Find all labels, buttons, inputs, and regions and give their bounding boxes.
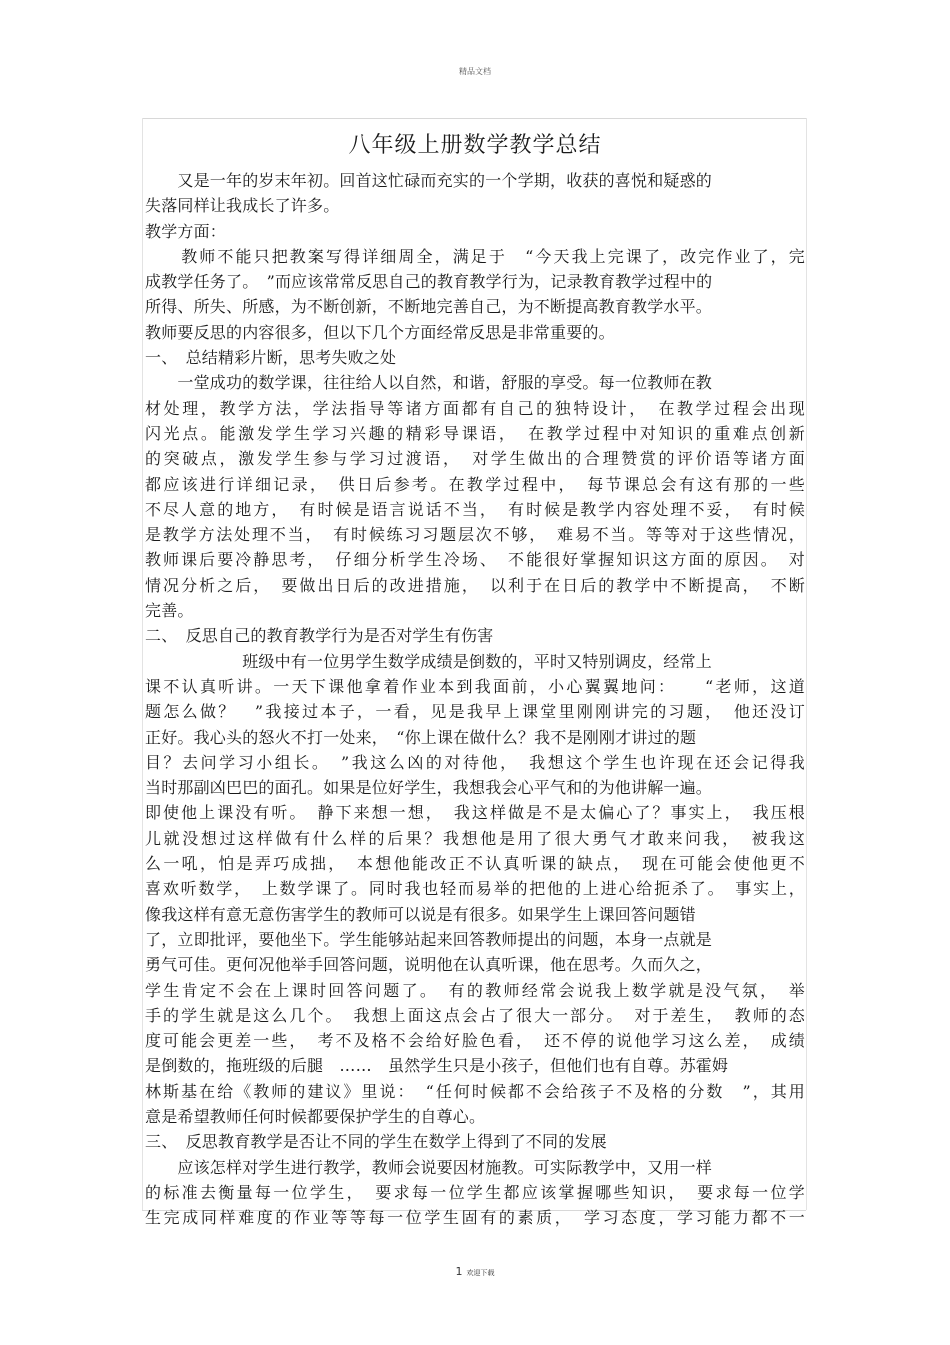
page-footer — [0, 1260, 950, 1279]
text-line: 目？去问学习小组长。 ”我这么凶的对待他， 我想这个学生也许现在还会记得我 — [145, 752, 805, 772]
text-line: 当时那副凶巴巴的面孔。如果是位好学生，我想我会心平气和的为他讲解一遍。 — [145, 778, 713, 798]
text-line: 完善。 — [145, 601, 194, 621]
text-line: 像我这样有意无意伤害学生的教师可以说是有很多。如果学生上课回答问题错 — [145, 904, 696, 924]
document-title: 八年级上册数学教学总结 — [348, 133, 602, 158]
footer-text: 欢迎下载 — [466, 1269, 495, 1277]
text-line: 二、 反思自己的教育教学行为是否对学生有伤害 — [145, 626, 494, 646]
text-line: 勇气可佳。更何况他举手回答问题，说明他在认真听课，他在思考。久而久之， — [145, 955, 713, 975]
text-line: 应该怎样对学生进行教学，教师会说要因材施教。可实际教学中，又用一样 — [145, 1157, 713, 1177]
text-line: 一堂成功的数学课，往往给人以自然，和谐，舒服的享受。每一位教师在教 — [145, 373, 713, 393]
text-line: 所得、所失、所感，为不断创新，不断地完善自己，为不断提高教育教学水平。 — [145, 297, 713, 317]
text-line: 正好。我心头的怒火不打一处来， “你上课在做什么？我不是刚刚才讲过的题 — [145, 727, 697, 747]
text-line: 生完成同样难度的作业等等每一位学生固有的素质， 学习态度，学习能力都不一 — [145, 1208, 805, 1228]
text-line: 手的学生就是这么几个。 我想上面这点会占了很大一部分。 对于差生， 教师的态 — [145, 1005, 805, 1025]
page-frame-top — [142, 118, 806, 119]
text-line: 即使他上课没有听。 静下来想一想， 我这样做是不是太偏心了？事实上， 我压根 — [145, 803, 805, 823]
text-line: 成教学任务了。 ”而应该常常反思自己的教育教学行为，记录教育教学过程中的 — [145, 272, 713, 292]
text-line: 都应该进行详细记录， 供日后参考。在教学过程中， 每节课总会有这有那的一些 — [145, 474, 805, 494]
text-line: 的突破点，激发学生参与学习过渡语， 对学生做出的合理赞赏的评价语等诸方面 — [145, 449, 805, 469]
header-note: 精品文档 — [459, 67, 491, 76]
document-body — [145, 168, 805, 1230]
text-line: 三、 反思教育教学是否让不同的学生在数学上得到了不同的发展 — [145, 1132, 607, 1152]
page-frame-left — [142, 118, 143, 1210]
text-line: 学生肯定不会在上课时回答问题了。 有的教师经常会说我上数学就是没气氛， 举 — [145, 980, 805, 1000]
text-line: 教师要反思的内容很多，但以下几个方面经常反思是非常重要的。 — [145, 322, 615, 342]
text-line: 教师课后要冷静思考， 仔细分析学生冷场、 不能很好掌握知识这方面的原因。 对 — [145, 550, 805, 570]
text-line: 是教学方法处理不当， 有时候练习习题层次不够， 难易不当。等等对于这些情况， — [145, 525, 805, 545]
text-line: 题怎么做？ ”我接过本子，一看，见是我早上课堂里刚刚讲完的习题， 他还没订 — [145, 702, 805, 722]
text-line: 儿就没想过这样做有什么样的后果？我想他是用了很大勇气才敢来问我， 被我这 — [145, 828, 805, 848]
text-line: 喜欢听数学， 上数学课了。同时我也轻而易举的把他的上进心给扼杀了。 事实上， — [145, 879, 805, 899]
text-line: 不尽人意的地方， 有时候是语言说话不当， 有时候是教学内容处理不妥， 有时候 — [145, 499, 805, 519]
text-line: 的标准去衡量每一位学生， 要求每一位学生都应该掌握哪些知识， 要求每一位学 — [145, 1182, 805, 1202]
text-line: 情况分析之后， 要做出日后的改进措施， 以利于在日后的教学中不断提高， 不断 — [145, 575, 805, 595]
page-frame-right — [806, 118, 807, 1210]
text-line: 度可能会更差一些， 考不及格不会给好脸色看， 还不停的说他学习这么差， 成绩 — [145, 1031, 805, 1051]
text-line: 了，立即批评，要他坐下。学生能够站起来回答教师提出的问题，本身一点就是 — [145, 929, 713, 949]
text-line: 失落同样让我成长了许多。 — [145, 196, 340, 216]
text-line: 意是希望教师任何时候都要保护学生的自尊心。 — [145, 1106, 486, 1126]
text-line: 是倒数的，拖班级的后腿 …… 虽然学生只是小孩子，但他们也有自尊。苏霍姆 — [145, 1056, 729, 1076]
page-number: 1 — [455, 1265, 463, 1278]
text-line: 又是一年的岁末年初。回首这忙碌而充实的一个学期，收获的喜悦和疑惑的 — [145, 171, 713, 190]
text-line: 一、 总结精彩片断，思考失败之处 — [145, 348, 397, 368]
text-line: 闪光点。能激发学生学习兴趣的精彩导课语， 在教学过程中对知识的重难点创新 — [145, 423, 805, 443]
text-line: 教师不能只把教案写得详细周全，满足于 “今天我上完课了，改完作业了，完 — [145, 246, 805, 266]
text-line: 课不认真听讲。一天下课他拿着作业本到我面前，小心翼翼地问： “老师，这道 — [145, 676, 805, 696]
text-line: 教学方面： — [145, 221, 227, 241]
text-line: 林斯基在给《教师的建议》里说： “任何时候都不会给孩子不及格的分数 ”，其用 — [145, 1081, 805, 1101]
text-line: 班级中有一位男学生数学成绩是倒数的，平时又特别调皮，经常上 — [145, 651, 713, 671]
text-line: 材处理，教学方法，学法指导等诸方面都有自己的独特设计， 在教学过程会出现 — [145, 398, 805, 418]
text-line: 么一吼，怕是弄巧成拙， 本想他能改正不认真听课的缺点， 现在可能会使他更不 — [145, 854, 805, 874]
